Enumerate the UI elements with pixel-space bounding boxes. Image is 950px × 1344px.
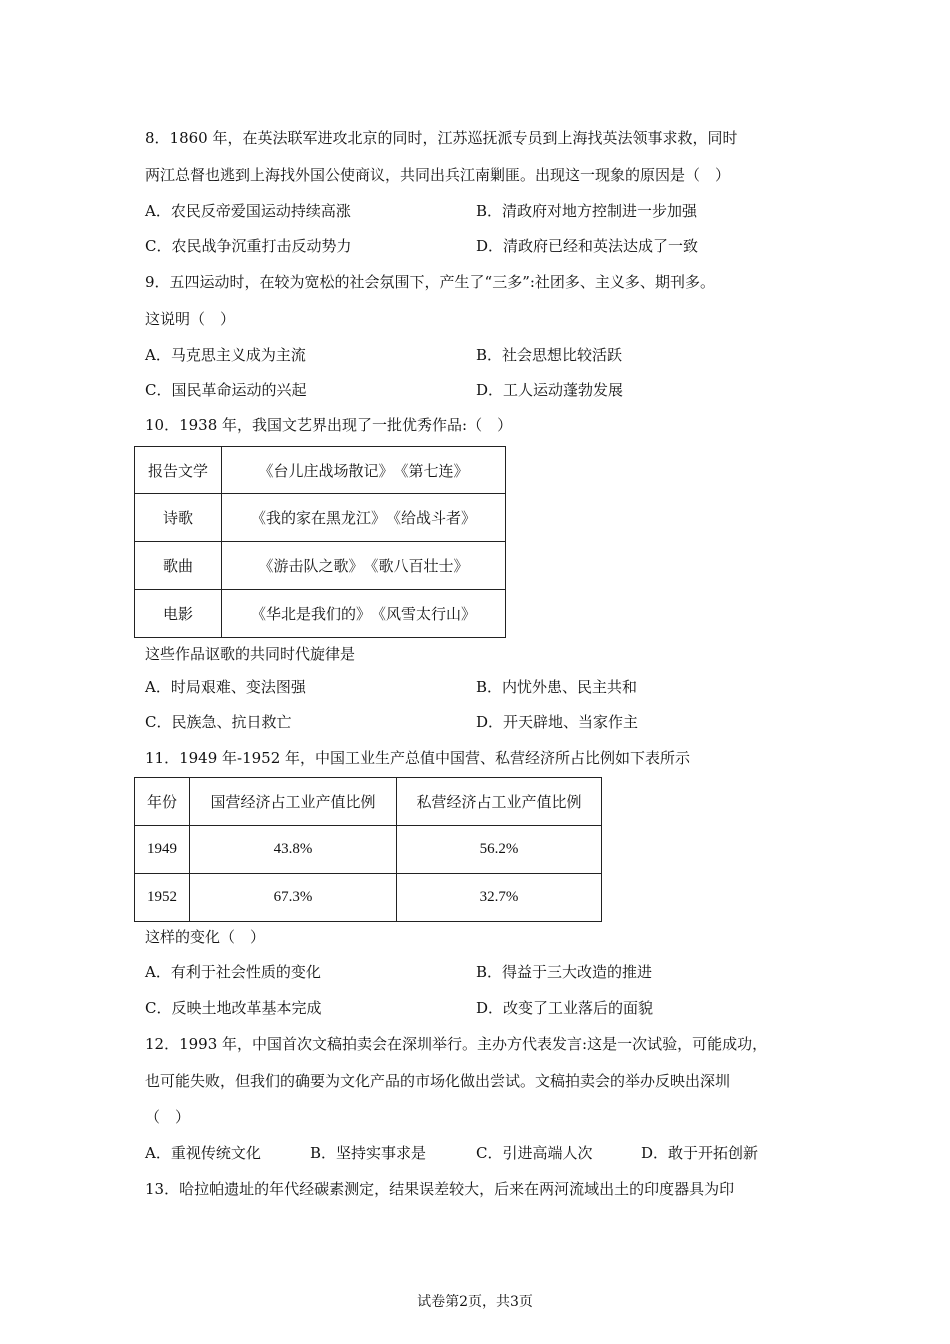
table-cell-works: 《华北是我们的》 《风雪太行山》 (222, 590, 506, 638)
q11-ratio-table (134, 777, 602, 922)
table-row (135, 542, 506, 590)
table-cell-works: 《台儿庄战场散记》 《第七连》 (222, 447, 506, 494)
q8-option-c: C．农民战争沉重打击反动势力 (145, 237, 352, 255)
page-footer: 试卷第2页，共3页 (417, 1294, 533, 1310)
q10-option-c: C．民族急、抗日救亡 (145, 713, 292, 731)
q11-option-b: B．得益于三大改造的推进 (476, 963, 653, 981)
table-cell-private: 56.2% (397, 826, 602, 874)
q12-stem-line2: 也可能失败，但我们的确要为文化产品的市场化做出尝试。文稿拍卖会的举办反映出深圳 (145, 1072, 731, 1090)
q10-stem: 10．1938 年，我国文艺界出现了一批优秀作品:（ ） (145, 416, 513, 434)
q9-option-b: B．社会思想比较活跃 (476, 346, 623, 364)
q12-option-a: A．重视传统文化 (145, 1144, 261, 1162)
table-cell-private: 32.7% (397, 874, 602, 922)
q11-option-a: A．有利于社会性质的变化 (145, 963, 321, 981)
table-cell-category: 诗歌 (135, 494, 222, 542)
table-cell-category: 报告文学 (135, 447, 222, 494)
q10-follow-up: 这些作品讴歌的共同时代旋律是 (145, 645, 356, 663)
q10-works-table (134, 446, 506, 638)
q11-follow-up: 这样的变化（ ） (145, 928, 266, 946)
table-cell-works: 《我的家在黑龙江》 《给战斗者》 (222, 494, 506, 542)
table-cell-year: 1952 (135, 874, 190, 922)
q10-option-a: A．时局艰难、变法图强 (145, 678, 306, 696)
table-cell-category: 歌曲 (135, 542, 222, 590)
q11-option-d: D．改变了工业落后的面貌 (476, 999, 654, 1017)
q8-stem-line2: 两江总督也逃到上海找外国公使商议，共同出兵江南剿匪。出现这一现象的原因是（ ） (145, 166, 731, 184)
q10-option-b: B．内忧外患、民主共和 (476, 678, 638, 696)
q12-option-b: B．坚持实事求是 (310, 1144, 427, 1162)
q12-stem-line3: （ ） (145, 1108, 191, 1126)
table-header-private: 私营经济占工业产值比例 (397, 778, 602, 826)
table-cell-state: 43.8% (190, 826, 397, 874)
q12-stem-line1: 12．1993 年，中国首次文稿拍卖会在深圳举行。主办方代表发言:这是一次试验，可能成功， (145, 1035, 768, 1053)
q8-stem-line1: 8．1860 年，在英法联军进攻北京的同时，江苏巡抚派专员到上海找英法领事求救，同时 (145, 129, 738, 147)
q9-option-c: C．国民革命运动的兴起 (145, 381, 307, 399)
q9-stem-line2: 这说明（ ） (145, 310, 236, 328)
table-cell-works: 《游击队之歌》 《歌八百壮士》 (222, 542, 506, 590)
q10-option-d: D．开天辟地、当家作主 (476, 713, 639, 731)
q11-option-c: C．反映土地改革基本完成 (145, 999, 322, 1017)
table-cell-category: 电影 (135, 590, 222, 638)
table-cell-year: 1949 (135, 826, 190, 874)
table-header-state: 国营经济占工业产值比例 (190, 778, 397, 826)
q13-stem-line1: 13．哈拉帕遗址的年代经碳素测定，结果误差较大，后来在两河流域出土的印度器具为印 (145, 1180, 735, 1198)
q11-stem: 11．1949 年-1952 年，中国工业生产总值中国营、私营经济所占比例如下表所示 (145, 749, 691, 767)
table-row (135, 494, 506, 542)
table-row (135, 590, 506, 638)
q9-option-a: A．马克思主义成为主流 (145, 346, 306, 364)
table-header-row (135, 778, 602, 826)
table-row (135, 826, 602, 874)
q8-option-d: D．清政府已经和英法达成了一致 (476, 237, 699, 255)
q9-option-d: D．工人运动蓬勃发展 (476, 381, 624, 399)
table-row (135, 874, 602, 922)
table-header-year: 年份 (135, 778, 190, 826)
table-row (135, 447, 506, 494)
table-cell-state: 67.3% (190, 874, 397, 922)
q9-stem-line1: 9．五四运动时，在较为宽松的社会氛围下，产生了“三多”:社团多、主义多、期刊多。 (145, 273, 715, 291)
q8-option-a: A．农民反帝爱国运动持续高涨 (145, 202, 351, 220)
q12-option-c: C．引进高端人次 (476, 1144, 593, 1162)
q8-option-b: B．清政府对地方控制进一步加强 (476, 202, 698, 220)
q12-option-d: D．敢于开拓创新 (641, 1144, 759, 1162)
